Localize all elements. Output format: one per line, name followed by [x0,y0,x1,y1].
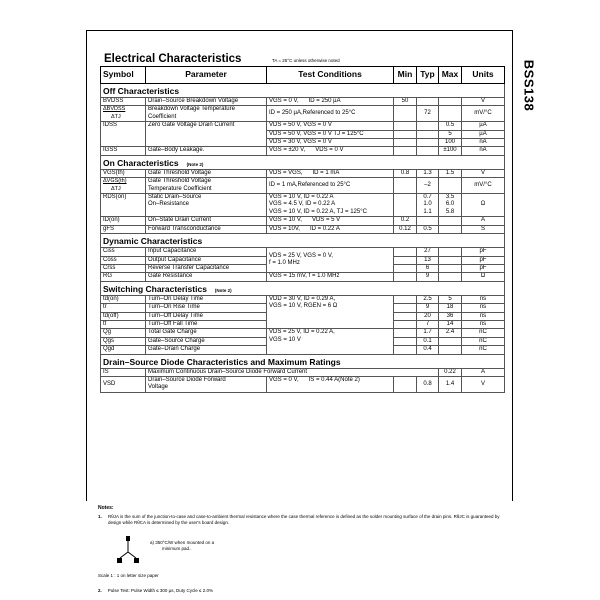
parameter-cell: Total Gate Charge [146,329,267,337]
table-row [101,368,505,376]
max-cell: 1.5 [439,169,462,177]
max-cell [439,217,462,225]
test-condition-cell: VDS = 10V, ID = 0.22 A [267,225,394,233]
parameter-cell: Input Capacitance [146,248,267,256]
parameter-cell: On–State Drain Current [146,217,267,225]
symbol-cell: ΔVGS(th) ΔTJ [101,178,146,194]
unit-cell: V [462,376,505,392]
unit-cell: mV/°C [462,106,505,122]
parameter-cell: Gate–Source Charge [146,337,267,345]
typ-cell: 0.4 [417,346,439,354]
parameter-cell: Maximum Continuous Drain–Source Diode Forward Current [146,368,439,376]
min-cell [394,329,417,337]
min-cell [394,337,417,345]
test-condition-cell: ID = 250 µA,Referenced to 25°C [267,106,394,122]
parameter-cell: Breakdown Voltage Temperature Coefficient [146,106,267,122]
typ-cell: 1.7 [417,329,439,337]
typ-cell: 0.5 [417,225,439,233]
section-row [101,155,505,169]
header-max: Max [439,67,462,84]
notes-section [98,505,508,525]
section-title-dynamic: Dynamic Characteristics [101,234,505,248]
parameter-cell: Gate Threshold Voltage Temperature Coefficient [146,178,267,194]
min-cell: 50 [394,98,417,106]
parameter-cell: Turn–On Rise Time [146,304,267,312]
notes-heading: Notes: [98,505,114,511]
min-cell [394,178,417,194]
min-cell [394,273,417,281]
parameter-cell: Gate–Body Leakage. [146,147,267,155]
parameter-cell: Zero Gate Voltage Drain Current [146,122,267,147]
unit-cell: nA [462,147,505,155]
max-cell: 5 [439,295,462,303]
max-cell [439,346,462,354]
symbol-cell: RDS(on) [101,194,146,217]
scale-note: Scale 1 : 1 on letter size paper [98,573,159,578]
section-row [101,84,505,98]
minimum-pad-footprint-icon [116,536,140,564]
parameter-cell: Drain–Source Breakdown Voltage [146,98,267,106]
unit-cell: ns [462,312,505,320]
symbol-cell: Ciss [101,248,146,256]
min-cell [394,139,417,147]
max-cell: 3.5 6.0 5.8 [439,194,462,217]
test-condition-cell: VDS = 50 V, VGS = 0 V TJ = 125°C [267,130,394,138]
max-cell [439,337,462,345]
typ-cell: 6 [417,264,439,272]
header-units: Units [462,67,505,84]
typ-cell: 0.7 1.0 1.1 [417,194,439,217]
symbol-cell: tr [101,304,146,312]
max-cell [439,225,462,233]
typ-cell: 1.3 [417,169,439,177]
parameter-cell: Output Capacitance [146,256,267,264]
table-row [101,225,505,233]
symbol-cell: IDSS [101,122,146,147]
unit-cell: pF [462,256,505,264]
header-parameter: Parameter [146,67,267,84]
max-cell [439,264,462,272]
typ-cell: 27 [417,248,439,256]
min-cell [394,248,417,256]
table-header-row [101,67,505,84]
table-row [101,106,505,122]
symbol-cell: gFS [101,225,146,233]
table-row [101,178,505,194]
parameter-cell: Gate Resistance [146,273,267,281]
max-cell [439,106,462,122]
table-row [101,194,505,217]
symbol-cell: IGSS [101,147,146,155]
table-row [101,329,505,337]
test-condition-cell: VDS = 50 V, VGS = 0 V [267,122,394,130]
unit-cell: V [462,169,505,177]
typ-cell: 9 [417,304,439,312]
section-row [101,281,505,295]
test-condition-cell: VDS = 30 V, VGS = 0 V [267,139,394,147]
test-condition-cell: VGS = 10 V, VDS = 5 V [267,217,394,225]
typ-cell: 13 [417,256,439,264]
parameter-cell: Turn–Off Fall Time [146,320,267,328]
typ-cell: 0.1 [417,337,439,345]
max-cell [439,248,462,256]
parameter-cell: Forward Transconductance [146,225,267,233]
parameter-cell: Static Drain–Source On–Resistance [146,194,267,217]
table-row [101,98,505,106]
note-1: 1. RθJA is the sum of the junction-to-case and case-to-ambient thermal resistance where the case thermal reference is defined as the solder mounting surface of the drain pins. RθJC is guaranteed by design while RθCA is determined by the user's board design. [98,514,500,525]
test-condition-cell: VDS = 25 V, ID = 0.22 A, VGS = 10 V [267,329,394,354]
max-cell: 5 [439,130,462,138]
test-condition-cell: VDS = VGS, ID = 1 mA [267,169,394,177]
parameter-cell: Reverse Transfer Capacitance [146,264,267,272]
min-cell [394,194,417,217]
max-cell [439,273,462,281]
unit-cell: S [462,225,505,233]
section-row [101,354,505,368]
max-cell [439,178,462,194]
symbol-cell: RG [101,273,146,281]
unit-cell: µA [462,130,505,138]
parameter-cell: Gate–Drain Charge [146,346,267,354]
symbol-cell: ID(on) [101,217,146,225]
header-test-conditions: Test Conditions [267,67,394,84]
min-cell [394,304,417,312]
unit-cell: A [462,368,505,376]
typ-cell: –2 [417,178,439,194]
test-condition-cell: VGS = 0 V, ID = 250 µA [267,98,394,106]
symbol-cell: Crss [101,264,146,272]
test-condition-cell: VGS = 0 V, IS = 0.44 A(Note 2) [267,376,394,392]
symbol-cell: Qgs [101,337,146,345]
min-cell [394,256,417,264]
max-cell: 2.4 [439,329,462,337]
typ-cell [417,147,439,155]
unit-cell: ns [462,320,505,328]
max-cell: 14 [439,320,462,328]
section-title-off: Off Characteristics [101,84,505,98]
typ-cell: 7 [417,320,439,328]
note-2: 2. Pulse Test: Pulse Width ≤ 300 µs, Duty Cycle ≤ 2.0% [98,588,214,593]
typ-cell: 0.8 [417,376,439,392]
max-cell: 0.5 [439,122,462,130]
table-row [101,217,505,225]
min-cell: 0.12 [394,225,417,233]
test-condition-cell: VGS = ±20 V, VDS = 0 V [267,147,394,155]
table-row [101,248,505,256]
symbol-cell: BVDSS [101,98,146,106]
min-cell [394,122,417,130]
typ-cell [417,139,439,147]
typ-cell [417,217,439,225]
max-cell [439,98,462,106]
part-number-side-label: BSS138 [521,59,537,112]
test-condition-cell: ID = 1 mA,Referenced to 25°C [267,178,394,194]
parameter-cell: Gate Threshold Voltage [146,169,267,177]
max-cell: 1.4 [439,376,462,392]
min-cell [394,130,417,138]
min-cell [394,147,417,155]
page-title: Electrical Characteristics [104,53,242,65]
unit-cell: mV/°C [462,178,505,194]
max-cell: ±100 [439,147,462,155]
typ-cell: 72 [417,106,439,122]
symbol-cell: VGS(th) [101,169,146,177]
header-symbol: Symbol [101,67,146,84]
unit-cell: pF [462,248,505,256]
electrical-characteristics-table [100,66,505,393]
section-title-switching: Switching Characteristics (Note 2) [101,281,505,295]
min-cell [394,320,417,328]
unit-cell: pF [462,264,505,272]
typ-cell [417,122,439,130]
header-typ: Typ [417,67,439,84]
unit-cell: ns [462,304,505,312]
max-cell: 100 [439,139,462,147]
min-cell [394,312,417,320]
typ-cell: 9 [417,273,439,281]
min-cell [394,376,417,392]
table-row [101,376,505,392]
symbol-cell: td(off) [101,312,146,320]
parameter-cell: Drain–Source Diode Forward Voltage [146,376,267,392]
table-row [101,122,505,130]
unit-cell: Ω [462,194,505,217]
min-cell: 0.2 [394,217,417,225]
typ-cell [417,130,439,138]
table-row [101,169,505,177]
unit-cell: nA [462,139,505,147]
table-row [101,147,505,155]
unit-cell: Ω [462,273,505,281]
typ-cell: 2.5 [417,295,439,303]
pad-note: a) 350°C/W when mounted on a minimum pad.. [150,540,215,551]
symbol-cell: tf [101,320,146,328]
header-min: Min [394,67,417,84]
table-row [101,295,505,303]
symbol-cell: IS [101,368,146,376]
unit-cell: µA [462,122,505,130]
unit-cell: nC [462,329,505,337]
unit-cell: A [462,217,505,225]
parameter-cell: Turn–On Delay Time [146,295,267,303]
test-condition-cell: VDS = 25 V, VGS = 0 V, f = 1.0 MHz [267,248,394,273]
test-condition-cell: VDD = 30 V, ID = 0.29 A, VGS = 10 V, RGEN = 6 Ω [267,295,394,329]
conditions-note: TA = 25°C unless otherwise noted [272,58,340,63]
max-cell [439,256,462,264]
unit-cell: nC [462,346,505,354]
test-condition-cell: VGS = 15 mV, f = 1.0 MHz [267,273,394,281]
typ-cell [417,98,439,106]
unit-cell: nC [462,337,505,345]
symbol-cell: Coss [101,256,146,264]
symbol-cell: Qgd [101,346,146,354]
symbol-cell: VSD [101,376,146,392]
min-cell [394,295,417,303]
max-cell: 18 [439,304,462,312]
symbol-cell: td(on) [101,295,146,303]
test-condition-cell: VGS = 10 V, ID = 0.22 A VGS = 4.5 V, ID = 0.22 A VGS = 10 V, ID = 0.22 A, TJ = 125°C [267,194,394,217]
min-cell [394,346,417,354]
unit-cell: V [462,98,505,106]
max-cell: 0.22 [439,368,462,376]
symbol-cell: Qg [101,329,146,337]
min-cell: 0.8 [394,169,417,177]
parameter-cell: Turn–Off Delay Time [146,312,267,320]
symbol-cell: ΔBVDSS ΔTJ [101,106,146,122]
typ-cell: 20 [417,312,439,320]
unit-cell: ns [462,295,505,303]
section-row [101,234,505,248]
section-title-on: On Characteristics (Note 2) [101,155,505,169]
section-title-diode: Drain–Source Diode Characteristics and Maximum Ratings [101,354,505,368]
max-cell: 36 [439,312,462,320]
table-row [101,273,505,281]
min-cell [394,106,417,122]
min-cell [394,264,417,272]
